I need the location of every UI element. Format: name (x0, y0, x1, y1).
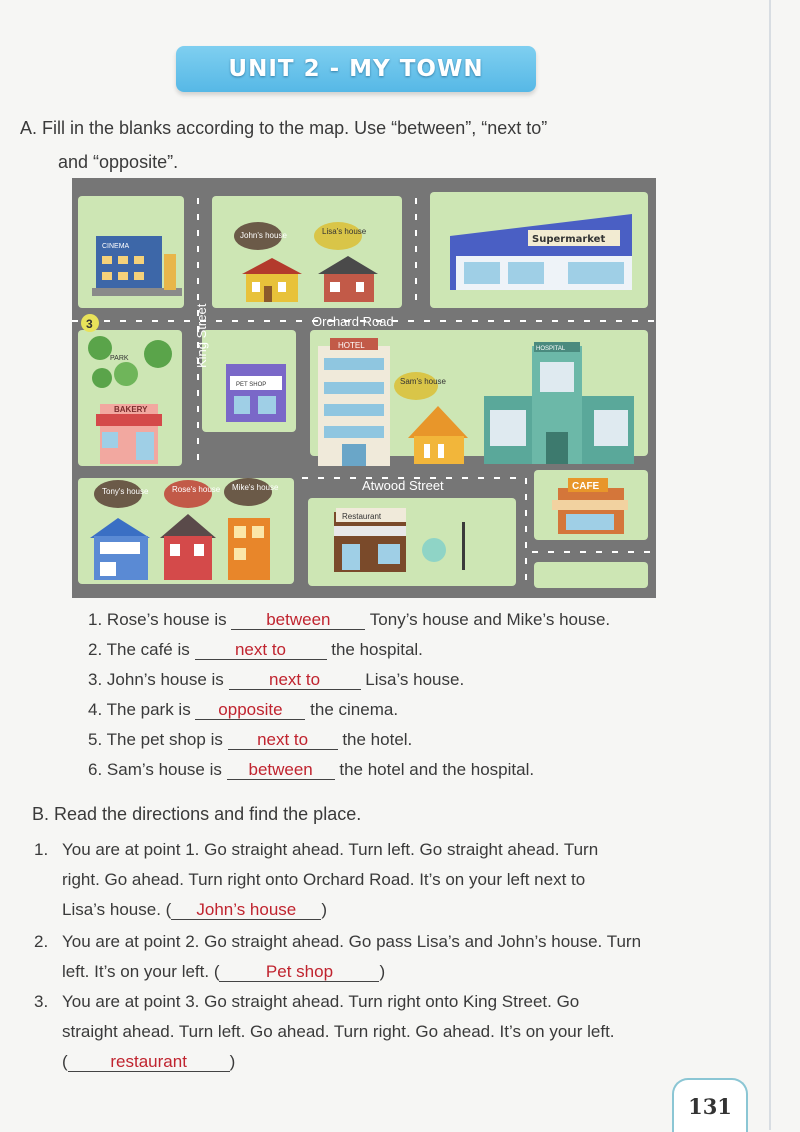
block-corner (534, 562, 648, 588)
a-item-6-before: Sam’s house is (106, 760, 222, 779)
b-item-3-line1: You are at point 3. Go straight ahead. Turn right onto King Street. Go (62, 992, 580, 1011)
a-item-4 (88, 700, 398, 720)
a-item-1-num: 1. (88, 610, 103, 629)
hospital-label: HOSPITAL (536, 346, 566, 352)
a-item-2-num: 2. (88, 640, 103, 659)
bakery-building (96, 404, 162, 464)
page-margin-rule (769, 0, 771, 1130)
sams-house-bubble-label: Sam's house (400, 377, 446, 386)
a-item-5-before: The pet shop is (106, 730, 223, 749)
b-item-1-answer-line (62, 900, 327, 920)
bakery-label: BAKERY (114, 405, 148, 414)
cinema-label: CINEMA (102, 243, 130, 250)
unit-title: UNIT 2 - MY TOWN (228, 56, 484, 82)
b-item-1-num: 1. (34, 840, 49, 859)
a-item-5-answer[interactable]: next to (228, 731, 338, 750)
a-item-2-before: The café is (106, 640, 190, 659)
orchard-road-label: Orchard Road (312, 314, 394, 329)
supermarket-label: Supermarket (532, 234, 606, 245)
hotel-building (318, 338, 390, 466)
b-item-3-tail: ( (62, 1052, 68, 1071)
a-item-3-after: Lisa’s house. (365, 670, 465, 689)
roses-house-bubble-label: Rose's house (172, 485, 221, 494)
a-item-3-before: John’s house is (106, 670, 224, 689)
section-b-heading: B. Read the directions and find the place. (32, 804, 362, 824)
b-item-1-answer[interactable]: John’s house (171, 901, 321, 920)
b-item-2-line1: You are at point 2. Go straight ahead. Go pass Lisa’s and John’s house. Turn (62, 932, 642, 951)
a-item-1 (88, 610, 610, 630)
a-item-6-answer[interactable]: between (227, 761, 335, 780)
b-item-1-tail: Lisa’s house. ( (62, 900, 172, 919)
hotel-label: HOTEL (338, 341, 365, 350)
lisas-house-bubble-label: Lisa's house (322, 227, 367, 236)
b-item-3-answer[interactable]: restaurant (68, 1053, 230, 1072)
b-item-2-num: 2. (34, 932, 49, 951)
a-item-4-before: The park is (106, 700, 191, 719)
a-item-2-answer[interactable]: next to (195, 641, 327, 660)
b-item-3-line2: straight ahead. Turn left. Go ahead. Turn right. Go ahead. It’s on your left. (62, 1022, 615, 1041)
a-item-5-after: the hotel. (342, 730, 413, 749)
b-item-2-close: ) (379, 962, 386, 981)
a-item-2 (88, 640, 423, 660)
a-item-3-answer[interactable]: next to (229, 671, 361, 690)
a-item-4-answer[interactable]: opposite (195, 701, 305, 720)
a-item-3 (88, 670, 464, 690)
king-street-label: King Street (194, 303, 209, 368)
town-map (72, 178, 656, 598)
a-item-1-answer[interactable]: between (231, 611, 365, 630)
b-item-3-answer-line (62, 1052, 235, 1072)
a-item-1-before: Rose’s house is (106, 610, 227, 629)
cafe-label: CAFE (572, 481, 600, 492)
b-item-1-close: ) (321, 900, 327, 919)
a-item-6-num: 6. (88, 760, 103, 779)
b-item-2-tail: left. It’s on your left. ( (62, 962, 220, 981)
b-item-1-line1: You are at point 1. Go straight ahead. Turn left. Go straight ahead. Turn (62, 840, 599, 859)
a-item-5 (88, 730, 412, 750)
park-label: PARK (110, 355, 129, 362)
b-item-3-close: ) (229, 1052, 236, 1071)
restaurant-label: Restaurant (342, 512, 382, 521)
atwood-street-label: Atwood Street (362, 478, 444, 493)
a-item-1-after: Tony’s house and Mike’s house. (369, 610, 611, 629)
b-item-3-num: 3. (34, 992, 49, 1011)
johns-house-bubble-label: John's house (240, 231, 287, 240)
b-item-2-answer[interactable]: Pet shop (219, 963, 379, 982)
a-item-4-num: 4. (88, 700, 103, 719)
a-item-6 (88, 760, 534, 780)
unit-title-banner (176, 46, 536, 92)
section-a-instruction-line2: and “opposite”. (58, 152, 179, 172)
a-item-3-num: 3. (88, 670, 103, 689)
mikes-house-bubble-label: Mike's house (232, 483, 279, 492)
town-map-illustration (72, 178, 656, 598)
a-item-5-num: 5. (88, 730, 103, 749)
petshop-building (226, 364, 286, 422)
page-number-tab (672, 1078, 748, 1132)
section-a-instruction-line1: A. Fill in the blanks according to the map. Use “between”, “next to” (20, 118, 548, 138)
a-item-4-after: the cinema. (310, 700, 399, 719)
page-number: 131 (688, 1093, 732, 1119)
point-3-label: 3 (86, 317, 93, 331)
b-item-2-answer-line (62, 962, 385, 982)
b-item-1-line2: right. Go ahead. Turn right onto Orchard Road. It’s on your left next to (62, 870, 586, 889)
tonys-house-bubble-label: Tony's house (102, 487, 149, 496)
a-item-6-after: the hotel and the hospital. (339, 760, 535, 779)
a-item-2-after: the hospital. (331, 640, 423, 659)
petshop-label: PET SHOP (236, 382, 267, 388)
